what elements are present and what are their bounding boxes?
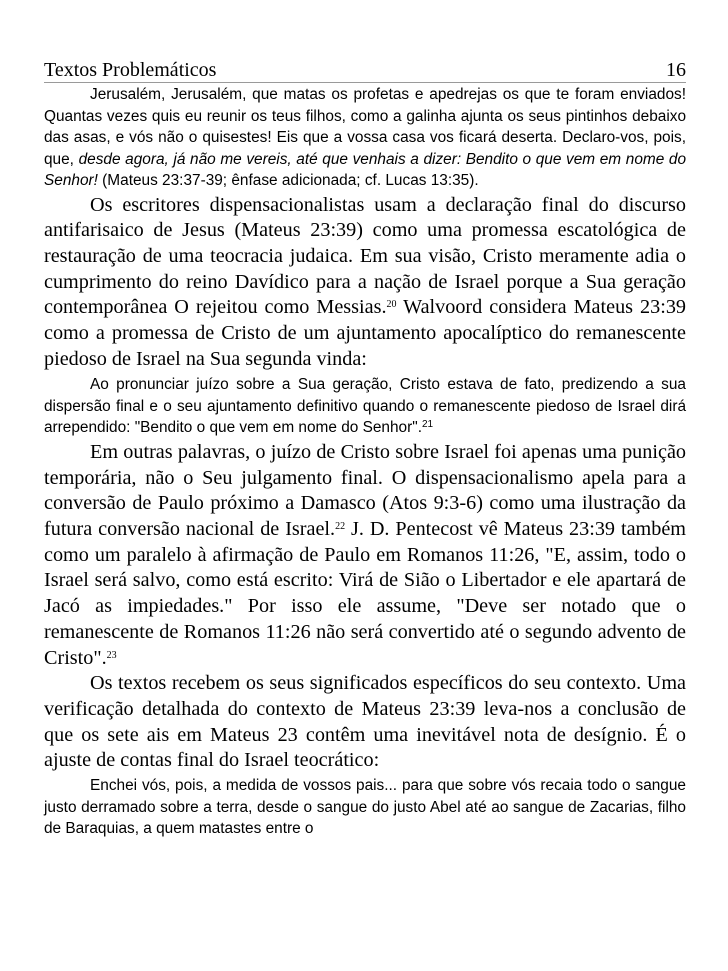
quote-text: Jerusalém, Jerusalém, que matas os profetas e apedrejas os que te foram enviados! Quantas vezes quis eu reunir os teus filhos, como a galinha ajunta os seus pintinhos debaixo das asas, e vós não o quisestes! Eis que a vossa casa vos ficará deserta. Declaro-vos, pois, que, — [44, 86, 686, 168]
page-body — [44, 84, 686, 840]
footnote-ref-20[interactable]: 20 — [386, 299, 397, 311]
block-quote-jerusalem — [44, 84, 686, 192]
paragraph-text: Em outras palavras, o juízo de Cristo sobre Israel foi apenas uma punição temporária, não o Seu julgamento final. O dispensacionalismo apela para a conversão de Paulo próximo a Damasco (Atos 9:3-6) como uma ilustração da futura conversão nacional de Israel. — [44, 440, 686, 541]
footnote-ref-22[interactable]: 22 — [335, 521, 346, 533]
paragraph-other-words — [44, 440, 686, 671]
paragraph-text-cont: J. D. Pentecost vê Mateus 23:39 também como um paralelo à afirmação de Paulo em Romanos 11:26, "E, assim, todo o Israel será salvo, como está escrito: Virá de Sião o Libertador e ele apartará de Jacó as impiedades." Por isso ele assume, "Deve ser notado que o remanescente de Romanos 11:26 não será convertido até o segundo advento de Cristo". — [44, 518, 686, 669]
paragraph-text: Os escritores dispensacionalistas usam a declaração final do discurso antifarisaico de Jesus (Mateus 23:39) como uma promessa escatológica de restauração de uma teocracia judaica. Em sua visão, Cristo meramente adia o cumprimento do reino Davídico para a nação de Israel porque a Sua geração contemporânea O rejeitou como Messias. — [44, 193, 686, 319]
footnote-ref-21[interactable]: 21 — [421, 419, 434, 431]
block-quote-walvoord — [44, 374, 686, 439]
paragraph-text: Os textos recebem os seus significados específicos do seu contexto. Uma verificação detalhada do contexto de Mateus 23:39 leva-nos a conclusão de que os sete ais em Mateus 23 contêm uma inevitável nota de desígnio. É o ajuste de contas final do Israel teocrático: — [44, 672, 686, 772]
quote-text: Enchei vós, pois, a medida de vossos pais... para que sobre vós recaia todo o sangue justo derramado sobre a terra, desde o sangue do justo Abel até ao sangue de Zacarias, filho de Baraquias, a quem matastes entre o — [44, 777, 686, 838]
paragraph-text-cont: Walvoord considera Mateus 23:39 como a promessa de Cristo de um ajuntamento apocalíptico do remanescente piedoso de Israel na Sua segunda vinda: — [44, 296, 687, 370]
paragraph-texts-context — [44, 671, 686, 774]
page-number: 16 — [666, 59, 686, 81]
quote-emphasis: desde agora, já não me vereis, até que venhais a dizer: Bendito o que vem em nome do Senhor! — [44, 150, 687, 189]
page-header — [44, 57, 686, 83]
paragraph-dispensationalists — [44, 193, 686, 373]
header-rule — [44, 82, 686, 83]
quote-reference: (Mateus 23:37-39; ênfase adicionada; cf. Lucas 13:35). — [97, 172, 479, 189]
footnote-ref-23[interactable]: 23 — [106, 649, 117, 661]
block-quote-fill-up — [44, 775, 686, 840]
quote-text: Ao pronunciar juízo sobre a Sua geração, Cristo estava de fato, predizendo a sua dispersão final e o seu ajuntamento definitivo quando o remanescente piedoso de Israel dirá arrependido: "Bendito o que vem em nome do Senhor". — [44, 376, 686, 437]
running-title: Textos Problemáticos — [44, 59, 217, 81]
